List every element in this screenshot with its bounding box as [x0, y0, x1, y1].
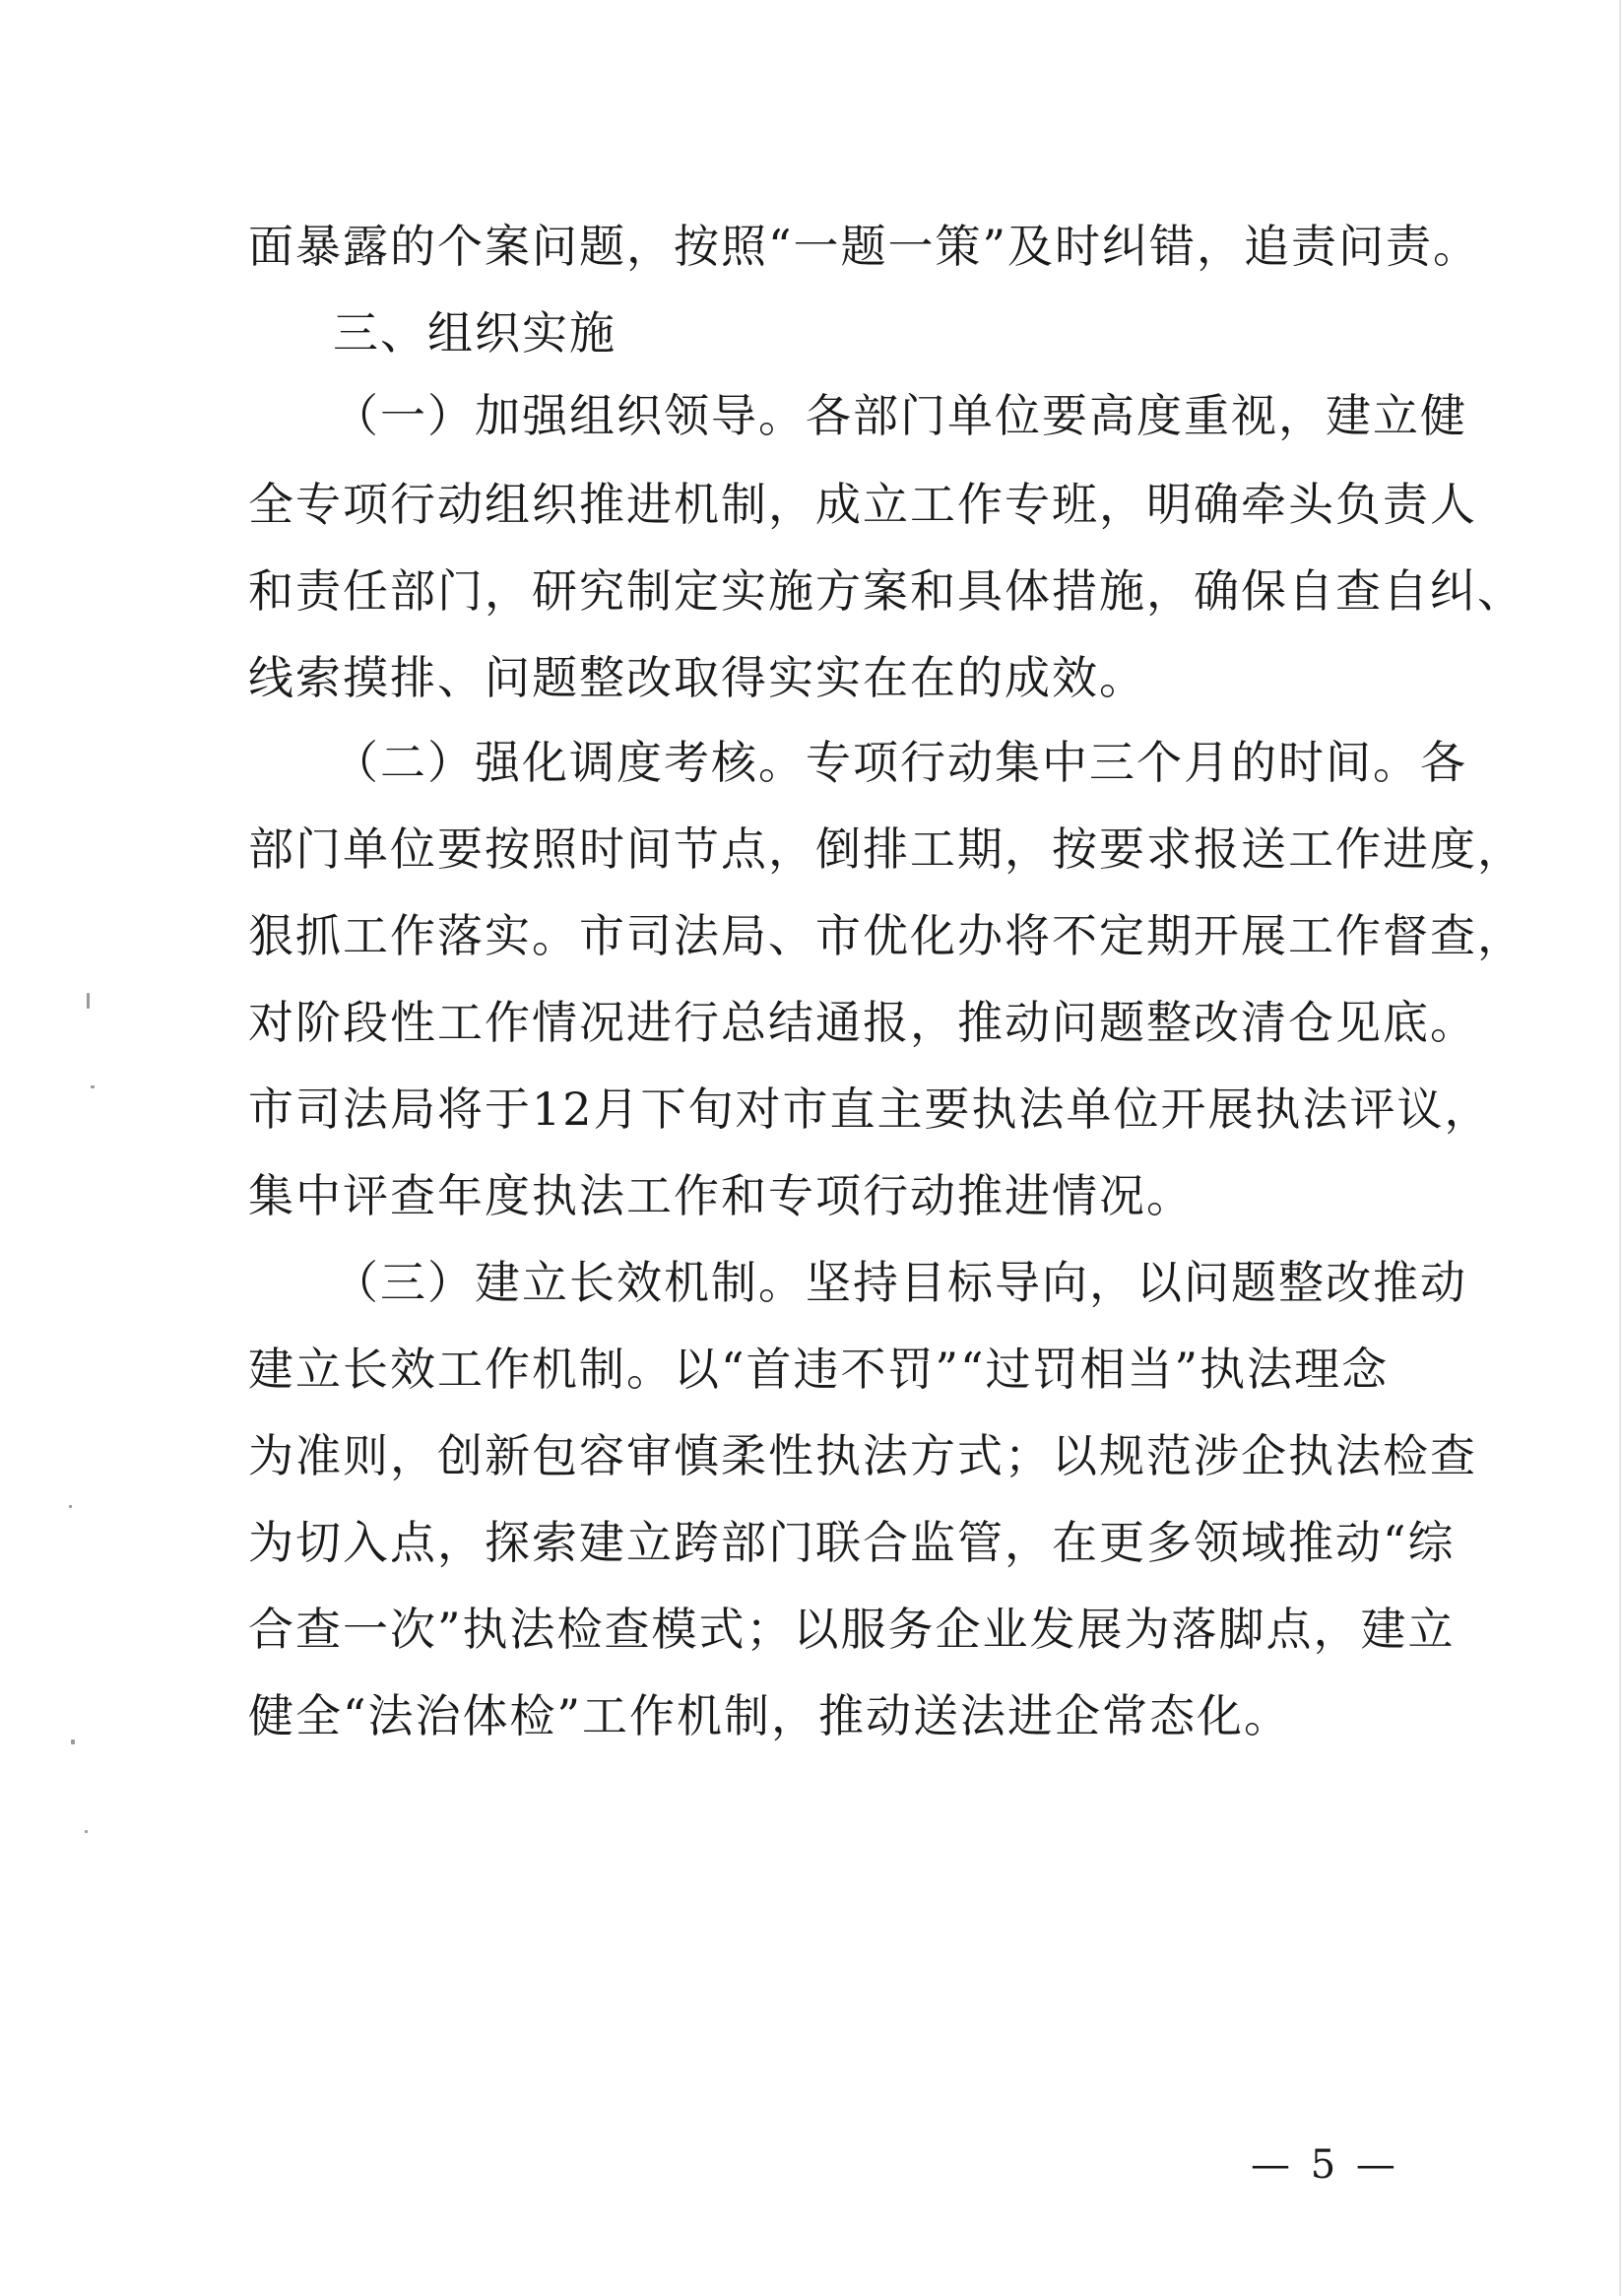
scan-speck [91, 1085, 95, 1088]
paragraph-2-line-2: 部门单位要按照时间节点，倒排工期，按要求报送工作进度， [248, 822, 1524, 876]
paragraph-3-line-5: 合查一次”执法检查模式；以服务企业发展为落脚点，建立 [248, 1603, 1456, 1656]
scan-speck [87, 993, 90, 1009]
paragraph-3-line-6: 健全“法治体检”工作机制，推动送法进企常态化。 [248, 1689, 1292, 1742]
paragraph-2-line-5: 市司法局将于12月下旬对市直主要执法单位开展执法评议， [248, 1082, 1492, 1136]
paragraph-1-line-4: 线索摸排、问题整改取得实实在在的成效。 [248, 651, 1146, 704]
paragraph-2-line-6: 集中评查年度执法工作和专项行动推进情况。 [248, 1169, 1194, 1222]
paragraph-1-line-3: 和责任部门，研究制定实施方案和具体措施，确保自查自纠、 [248, 564, 1524, 618]
page-number: — 5 — [1251, 2142, 1399, 2188]
paragraph-3-line-2: 建立长效工作机制。以“首违不罚”“过罚相当”执法理念 [248, 1343, 1390, 1396]
paragraph-3-line-4: 为切入点，探索建立跨部门联合监管，在更多领域推动“综 [248, 1516, 1456, 1569]
paragraph-1-line-1: （一）加强组织领导。各部门单位要高度重视，建立健 [333, 389, 1467, 442]
paragraph-2-line-3: 狠抓工作落实。市司法局、市优化办将不定期开展工作督查， [248, 909, 1524, 962]
paragraph-3-line-3: 为准则，创新包容审慎柔性执法方式；以规范涉企执法检查 [248, 1429, 1477, 1482]
body-line-1: 面暴露的个案问题，按照“一题一策”及时纠错，追责问责。 [248, 220, 1481, 273]
paragraph-3-line-1: （三）建立长效机制。坚持目标导向，以问题整改推动 [333, 1256, 1467, 1309]
paragraph-2-line-1: （二）强化调度考核。专项行动集中三个月的时间。各 [333, 736, 1467, 789]
scan-speck [85, 1830, 88, 1833]
paragraph-1-line-2: 全专项行动组织推进机制，成立工作专班，明确牵头负责人 [248, 478, 1477, 531]
paragraph-2-line-4: 对阶段性工作情况进行总结通报，推动问题整改清仓见底。 [248, 996, 1477, 1049]
scan-speck [69, 1505, 72, 1508]
section-heading: 三、组织实施 [333, 306, 616, 360]
scan-speck [71, 1739, 75, 1744]
